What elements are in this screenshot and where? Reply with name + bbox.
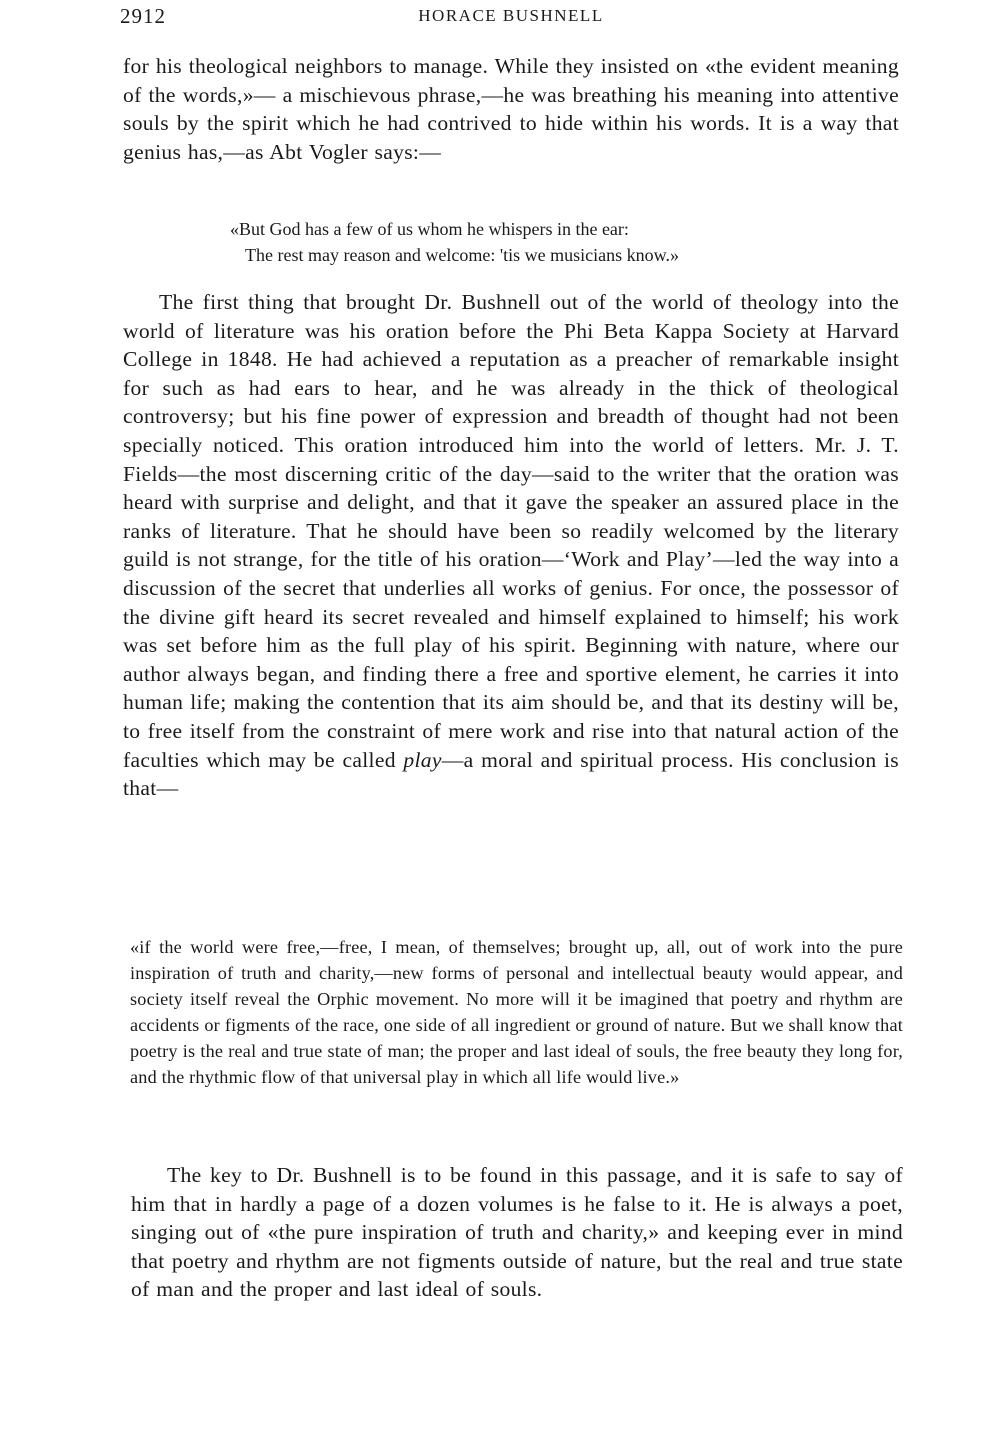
- paragraph-3: The key to Dr. Bushnell is to be found in this passage, and it is safe to say of him that in hardly a page of a dozen volumes is he false to it. He is always a poet, singing out of «the pure inspiration of truth and charity,» and keeping ever in mind that poetry and rhythm are not figments outside of nature, but the real and true state of man and the proper and last ideal of souls.: [131, 1163, 903, 1302]
- verse-line-1: «But God has a few of us whom he whispers in the ear:: [230, 219, 629, 239]
- paragraph-2-text: The first thing that brought Dr. Bushnell out of the world of theology into the world of literature was his oration before the Phi Beta Kappa Society at Harvard College in 1848. He had achieved a reputation as a preacher of remarkable insight for such as had ears to hear, and he was already in the thick of theological controversy; but his fine power of expression and breadth of thought had not been specially noticed. This oration introduced him into the world of letters. Mr. J. T. Fields—the most discerning critic of the day—said to the writer that the oration was heard with surprise and delight, and that it gave the speaker an assured place in the ranks of literature. That he should have been so readily welcomed by the literary guild is not strange, for the title of his oration—‘Work and Play’—led the way into a discussion of the secret that underlies all works of genius. For once, the possessor of the divine gift heard its secret revealed and himself explained to himself; his work was set before him as the full play of his spirit. Beginning with nature, where our author always began, and finding there a free and sportive element, he carries it into human life; making the contention that its aim should be, and that its destiny will be, to free itself from the constraint of mere work and rise into that natural action of the faculties which may be called: [123, 290, 899, 772]
- verse-line-2: The rest may reason and welcome: 'tis we musicians know.»: [245, 245, 679, 265]
- page-header: [120, 4, 902, 30]
- running-head: HORACE BUSHNELL: [418, 6, 604, 25]
- paragraph-2-italic-word: play: [403, 747, 442, 772]
- verse-quotation: [230, 216, 870, 268]
- page-number: 2912: [120, 4, 166, 28]
- block-quotation: «if the world were free,—free, I mean, of themselves; brought up, all, out of work into the pure inspiration of truth and charity,—new forms of personal and intellectual beauty would appear, and society itself reveal the Orphic movement. No more will it be imagined that poetry and rhythm are accidents or figments of the race, one side of all ingredient or ground of nature. But we shall know that poetry is the real and true state of man; the proper and last ideal of souls, the free beauty they long for, and the rhythmic flow of that universal play in which all life would live.»: [130, 937, 903, 1088]
- paragraph-2-text-end: —a moral and spiritual process. His conclusion is that—: [123, 747, 899, 801]
- paragraph-1: for his theological neighbors to manage. While they insisted on «the evident meaning of the words,»— a mischievous phrase,—he was breathing his meaning into attentive souls by the spirit which he had contrived to hide within his words. It is a way that genius has,—as Abt Vogler says:—: [123, 54, 899, 164]
- paragraph-2: [123, 288, 899, 803]
